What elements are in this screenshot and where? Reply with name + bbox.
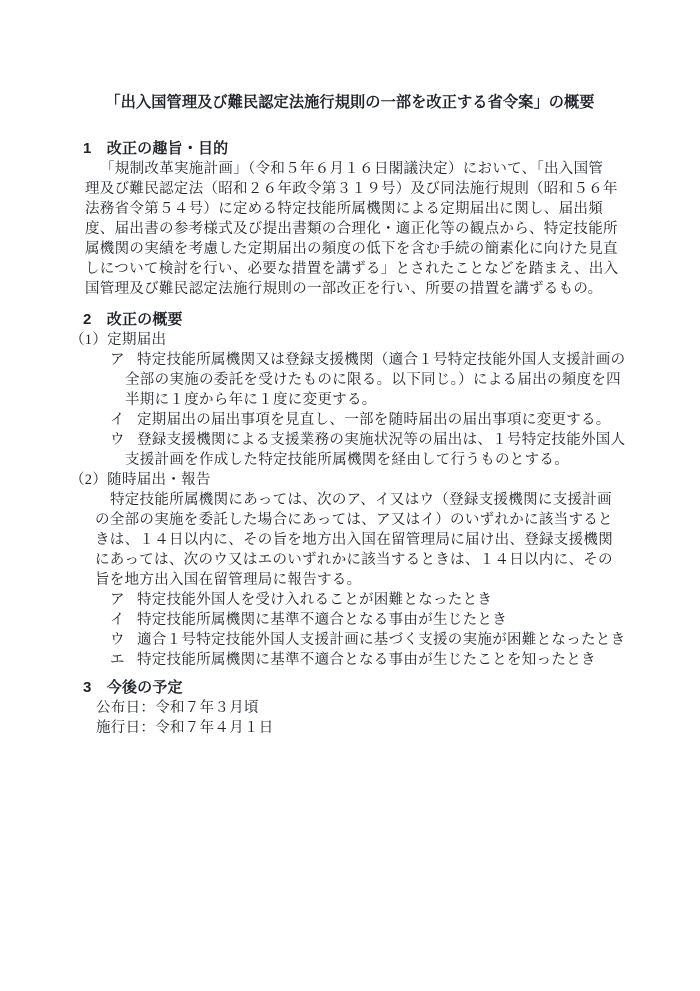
section-1-paragraph-line: 属機関の実績を考慮した定期届出の頻度の低下を含む手続の簡素化に向けた見直 (85, 241, 618, 257)
section-1-paragraph-line: 理及び難民認定法（昭和２６年政令第３１９号）及び同法施行規則（昭和５６年 (85, 181, 618, 197)
document-title: 「出入国管理及び難民認定法施行規則の一部を改正する省令案」の概要 (105, 94, 595, 111)
list-item-text: 定期届出の届出事項を見直し、一部を随時届出の届出事項に変更する。 (137, 412, 611, 428)
list-item-line (110, 590, 700, 610)
list-item-marker: ア (110, 592, 125, 608)
section-2-heading: 2 改正の概要 (83, 311, 183, 328)
subsection-1-label: （1）定期届出 (70, 332, 167, 348)
list-item-marker: エ (110, 652, 125, 668)
section-1-paragraph-line: 「規制改革実施計画」（令和５年６月１６日閣議決定）において、「出入国管 (100, 161, 604, 177)
list-item-text: 登録支援機関による支援業務の実施状況等の届出は、１号特定技能外国人 (137, 432, 626, 448)
section-1-paragraph-line: 度、届出書の参考様式及び提出書類の合理化・適正化等の観点から、特定技能所 (85, 221, 618, 237)
list-item-line (110, 630, 700, 650)
list-item-marker: ア (110, 352, 125, 368)
section-1-heading: 1 改正の趣旨・目的 (83, 140, 229, 157)
list-item-marker: イ (110, 412, 125, 428)
list-item-line (110, 430, 700, 450)
list-item-line: 半期に１度から年に１度に変更する。 (125, 392, 377, 408)
list-item-text: 特定技能所属機関又は登録支援機関（適合１号特定技能外国人支援計画の (137, 352, 626, 368)
list-item-text: 適合１号特定技能外国人支援計画に基づく支援の実施が困難となったとき (137, 632, 626, 648)
list-item-line: 支援計画を作成した特定技能所属機関を経由して行うものとする。 (125, 452, 569, 468)
list-item-text: 特定技能所属機関に基準不適合となる事由が生じたことを知ったとき (137, 652, 596, 668)
section-1-paragraph-line: 国管理及び難民認定法施行規則の一部改正を行い、所要の措置を講ずるもの。 (85, 281, 603, 297)
list-item-marker: イ (110, 612, 125, 628)
subsection-2-lead-line: きは、１４日以内に、その旨を地方出入国在留管理局に届け出、登録支援機関 (95, 532, 613, 548)
schedule-line: 施行日：令和７年４月１日 (96, 720, 274, 736)
section-1-paragraph-line: しについて検討を行い、必要な措置を講ずる」とされたことなどを踏まえ、出入 (85, 261, 619, 277)
list-item-line (110, 610, 700, 630)
list-item-text: 特定技能所属機関に基準不適合となる事由が生じたとき (137, 612, 507, 628)
subsection-2-lead-line: 旨を地方出入国在留管理局に報告する。 (95, 572, 362, 588)
list-item-text: 特定技能外国人を受け入れることが困難となったとき (137, 592, 493, 608)
list-item-marker: ウ (110, 432, 125, 448)
schedule-line: 公布日：令和７年３月頃 (96, 700, 259, 716)
list-item-marker: ウ (110, 632, 125, 648)
subsection-2-lead-line: にあっては、次のウ又はエのいずれかに該当するときは、１４日以内に、その (95, 552, 613, 568)
subsection-2-lead-line: の全部の実施を委託した場合にあっては、ア又はイ）のいずれかに該当すると (95, 512, 613, 528)
list-item-line (110, 350, 700, 370)
section-3-heading: 3 今後の予定 (83, 679, 183, 696)
list-item-line (110, 410, 700, 430)
section-1-paragraph-line: 法務省令第５４号）に定める特定技能所属機関による定期届出に関し、届出頻 (85, 201, 603, 217)
subsection-2-label: （2）随時届出・報告 (70, 472, 211, 488)
subsection-2-lead-line: 特定技能所属機関にあっては、次のア、イ又はウ（登録支援機関に支援計画 (110, 492, 612, 508)
list-item-line: 全部の実施の委託を受けたものに限る。以下同じ。）による届出の頻度を四 (125, 372, 621, 388)
list-item-line (110, 650, 700, 670)
